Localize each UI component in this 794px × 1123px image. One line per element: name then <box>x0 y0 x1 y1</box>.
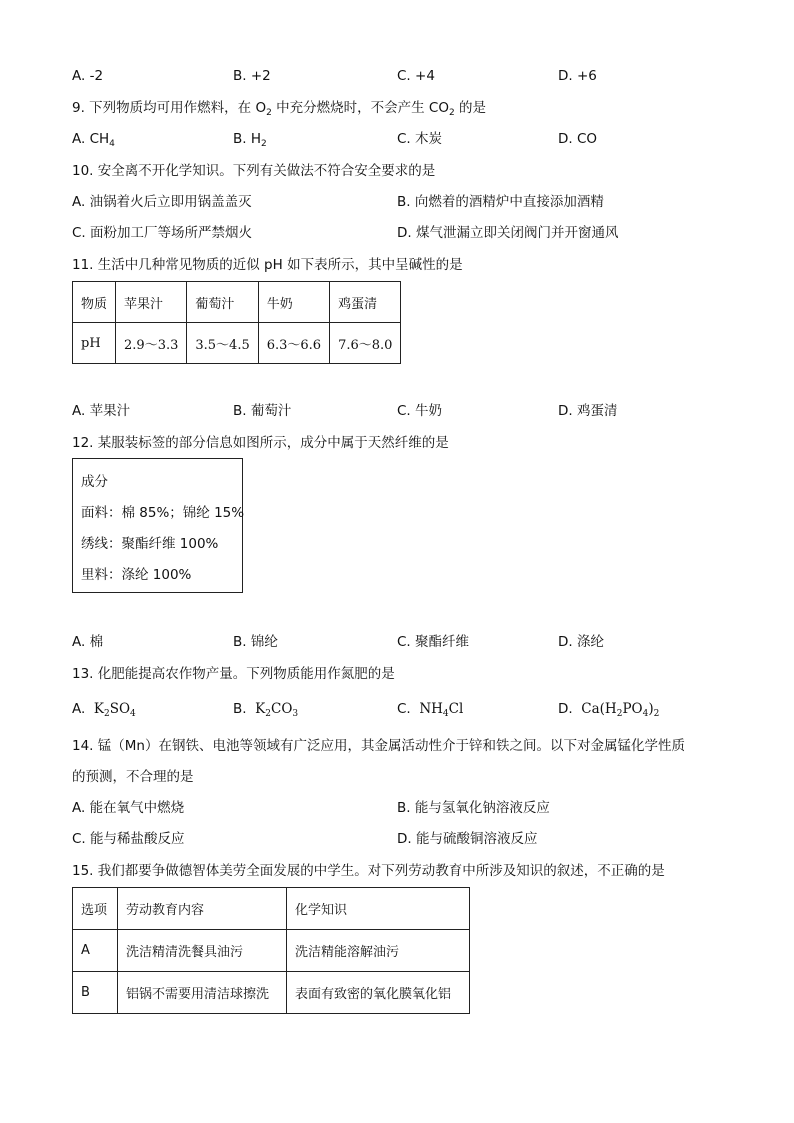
q9-option-a: A. $CH_4$ <box>72 131 115 149</box>
q8-option-b: B. +2 <box>233 68 271 84</box>
labor-table-cell: A <box>73 930 118 972</box>
q9-stem: 9. 下列物质均可用作燃料，在 $O_2$ 中充分燃烧时，不会产生 $CO_2$ 的是 <box>72 100 486 118</box>
q14-option-c: C. 能与稀盐酸反应 <box>72 831 185 847</box>
q11-stem: 11. 生活中几种常见物质的近似 pH 如下表所示，其中呈碱性的是 <box>72 257 463 273</box>
ph-table <box>72 281 401 364</box>
q14-option-b: B. 能与氢氧化钠溶液反应 <box>397 800 550 816</box>
q12-stem: 12. 某服装标签的部分信息如图所示，成分中属于天然纤维的是 <box>72 435 449 451</box>
label-line: 面料：棉 85%；锦纶 15% <box>81 505 245 521</box>
q11-option-d: D. 鸡蛋清 <box>558 403 618 419</box>
q11-option-a: A. 苹果汁 <box>72 403 131 419</box>
q9-option-d: D. CO <box>558 131 598 147</box>
ph-table-header-cell: 牛奶 <box>258 282 329 323</box>
labor-table-cell: 洗洁精清洗餐具油污 <box>118 930 287 972</box>
q12-option-c: C. 聚酯纤维 <box>397 634 470 650</box>
q10-option-b: B. 向燃着的酒精炉中直接添加酒精 <box>397 194 604 210</box>
q13-option-a: A. $K_2SO_4$ <box>72 701 136 719</box>
q13-option-b: B. $K_2CO_3$ <box>233 701 299 719</box>
q15-stem: 15. 我们都要争做德智体美劳全面发展的中学生。对下列劳动教育中所涉及知识的叙述，不正确的是 <box>72 863 665 879</box>
q8-option-d: D. +6 <box>558 68 597 84</box>
ph-table-cell: 3.5～4.5 <box>187 323 258 364</box>
labor-table-row <box>73 930 470 972</box>
ph-table-cell: 7.6～8.0 <box>330 323 401 364</box>
ph-table-row <box>73 323 401 364</box>
ph-table-header-cell: 物质 <box>73 282 116 323</box>
q12-option-a: A. 棉 <box>72 634 104 650</box>
q14-stem-line-1: 14. 锰（Mn）在钢铁、电池等领域有广泛应用，其金属活动性介于锌和铁之间。以下对金属锰化学性质 <box>72 738 685 754</box>
ph-table-header-row <box>73 282 401 323</box>
q13-option-c: C. $NH_4Cl$ <box>397 701 464 719</box>
labor-table-header-cell: 劳动教育内容 <box>118 888 287 930</box>
q14-stem-line-2: 的预测，不合理的是 <box>72 769 194 785</box>
label-line: 里料：涤纶 100% <box>81 567 192 583</box>
q11-option-b: B. 葡萄汁 <box>233 403 292 419</box>
q9-option-b: B. $H_2$ <box>233 131 267 149</box>
q10-option-c: C. 面粉加工厂等场所严禁烟火 <box>72 225 253 241</box>
ph-table-cell: 2.9～3.3 <box>116 323 187 364</box>
q9-option-c: C. 木炭 <box>397 131 443 147</box>
labor-table-header-cell: 选项 <box>73 888 118 930</box>
q8-option-c: C. +4 <box>397 68 435 84</box>
q11-option-c: C. 牛奶 <box>397 403 443 419</box>
ph-table-cell: pH <box>73 323 116 364</box>
ph-table-cell: 6.3～6.6 <box>258 323 329 364</box>
ph-table-header-cell: 鸡蛋清 <box>330 282 401 323</box>
labor-table-row <box>73 972 470 1014</box>
label-line: 绣线：聚酯纤维 100% <box>81 536 219 552</box>
q10-stem: 10. 安全离不开化学知识。下列有关做法不符合安全要求的是 <box>72 163 436 179</box>
q13-option-d: D. $Ca(H_2PO_4)_2$ <box>558 701 660 719</box>
ph-table-header-cell: 葡萄汁 <box>187 282 258 323</box>
q12-option-b: B. 锦纶 <box>233 634 278 650</box>
q14-option-d: D. 能与硫酸铜溶液反应 <box>397 831 538 847</box>
labor-table-header-cell: 化学知识 <box>287 888 470 930</box>
q13-stem: 13. 化肥能提高农作物产量。下列物质能用作氮肥的是 <box>72 666 395 682</box>
q8-option-a: A. -2 <box>72 68 104 84</box>
clothing-label-box <box>72 458 243 593</box>
q12-option-d: D. 涤纶 <box>558 634 604 650</box>
labor-table-cell: 表面有致密的氧化膜氧化铝 <box>287 972 470 1014</box>
labor-table-cell: 铝锅不需要用清洁球擦洗 <box>118 972 287 1014</box>
q10-option-a: A. 油锅着火后立即用锅盖盖灭 <box>72 194 252 210</box>
q10-option-d: D. 煤气泄漏立即关闭阀门并开窗通风 <box>397 225 619 241</box>
labor-table-cell: 洗洁精能溶解油污 <box>287 930 470 972</box>
q14-option-a: A. 能在氧气中燃烧 <box>72 800 185 816</box>
labor-table-header-row <box>73 888 470 930</box>
labor-table-cell: B <box>73 972 118 1014</box>
labor-education-table <box>72 887 470 1014</box>
label-line: 成分 <box>81 474 108 490</box>
ph-table-header-cell: 苹果汁 <box>116 282 187 323</box>
